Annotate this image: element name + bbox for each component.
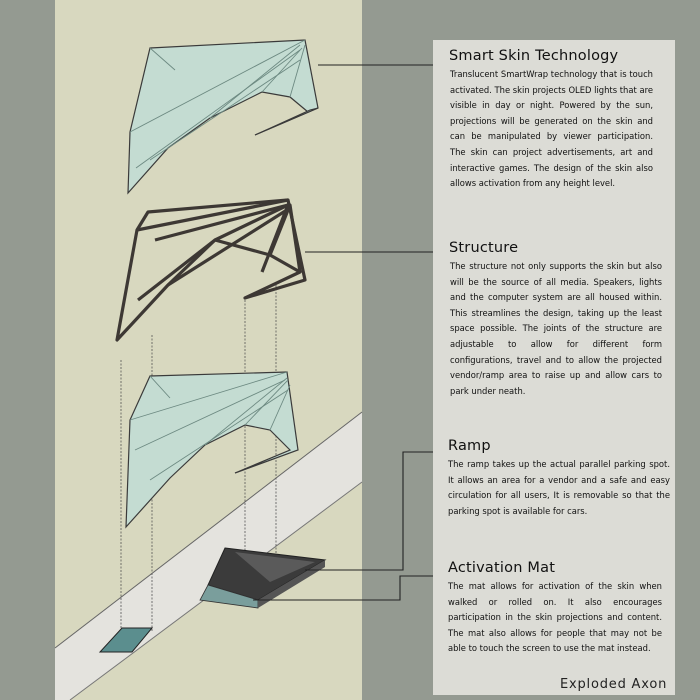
smart-skin-text: Translucent SmartWrap technology that is touch activated. The skin projects OLED lights that are visible in day or night. Powered by the sun, projections will be generated on the skin and can be manipulated by viewer participation. The skin can project advertisements, art and interactive games. The design of the skin also allows activation from any height level. — [450, 69, 653, 189]
activation-mat-title: Activation Mat — [448, 560, 556, 576]
structure-text: The structure not only supports the skin but also will be the source of all media. Speakers, lights and the computer system are all housed within. This streamlines the design, taking up the least space possible. The joints of the structure are adjustable to allow for different form configurations, travel and to allow the projected vendor/ramp area to raise up and allow cars to park under neath. — [450, 261, 662, 396]
footer-label: Exploded Axon — [560, 677, 668, 692]
structure-title: Structure — [449, 240, 519, 256]
ramp-text: The ramp takes up the actual parallel parking spot. It allows an area for a vendor and a safe and easy circulation for all users, It is removable so that the parking spot is available for cars. — [448, 459, 670, 516]
ramp-title: Ramp — [448, 438, 491, 454]
smart-skin-title: Smart Skin Technology — [449, 48, 619, 64]
activation-mat-text: The mat allows for activation of the skin when walked or rolled on. It also encourages participation in the skin projections and content. The mat also allows for people that may not be able to touch the screen to use the mat instead. — [448, 581, 662, 654]
